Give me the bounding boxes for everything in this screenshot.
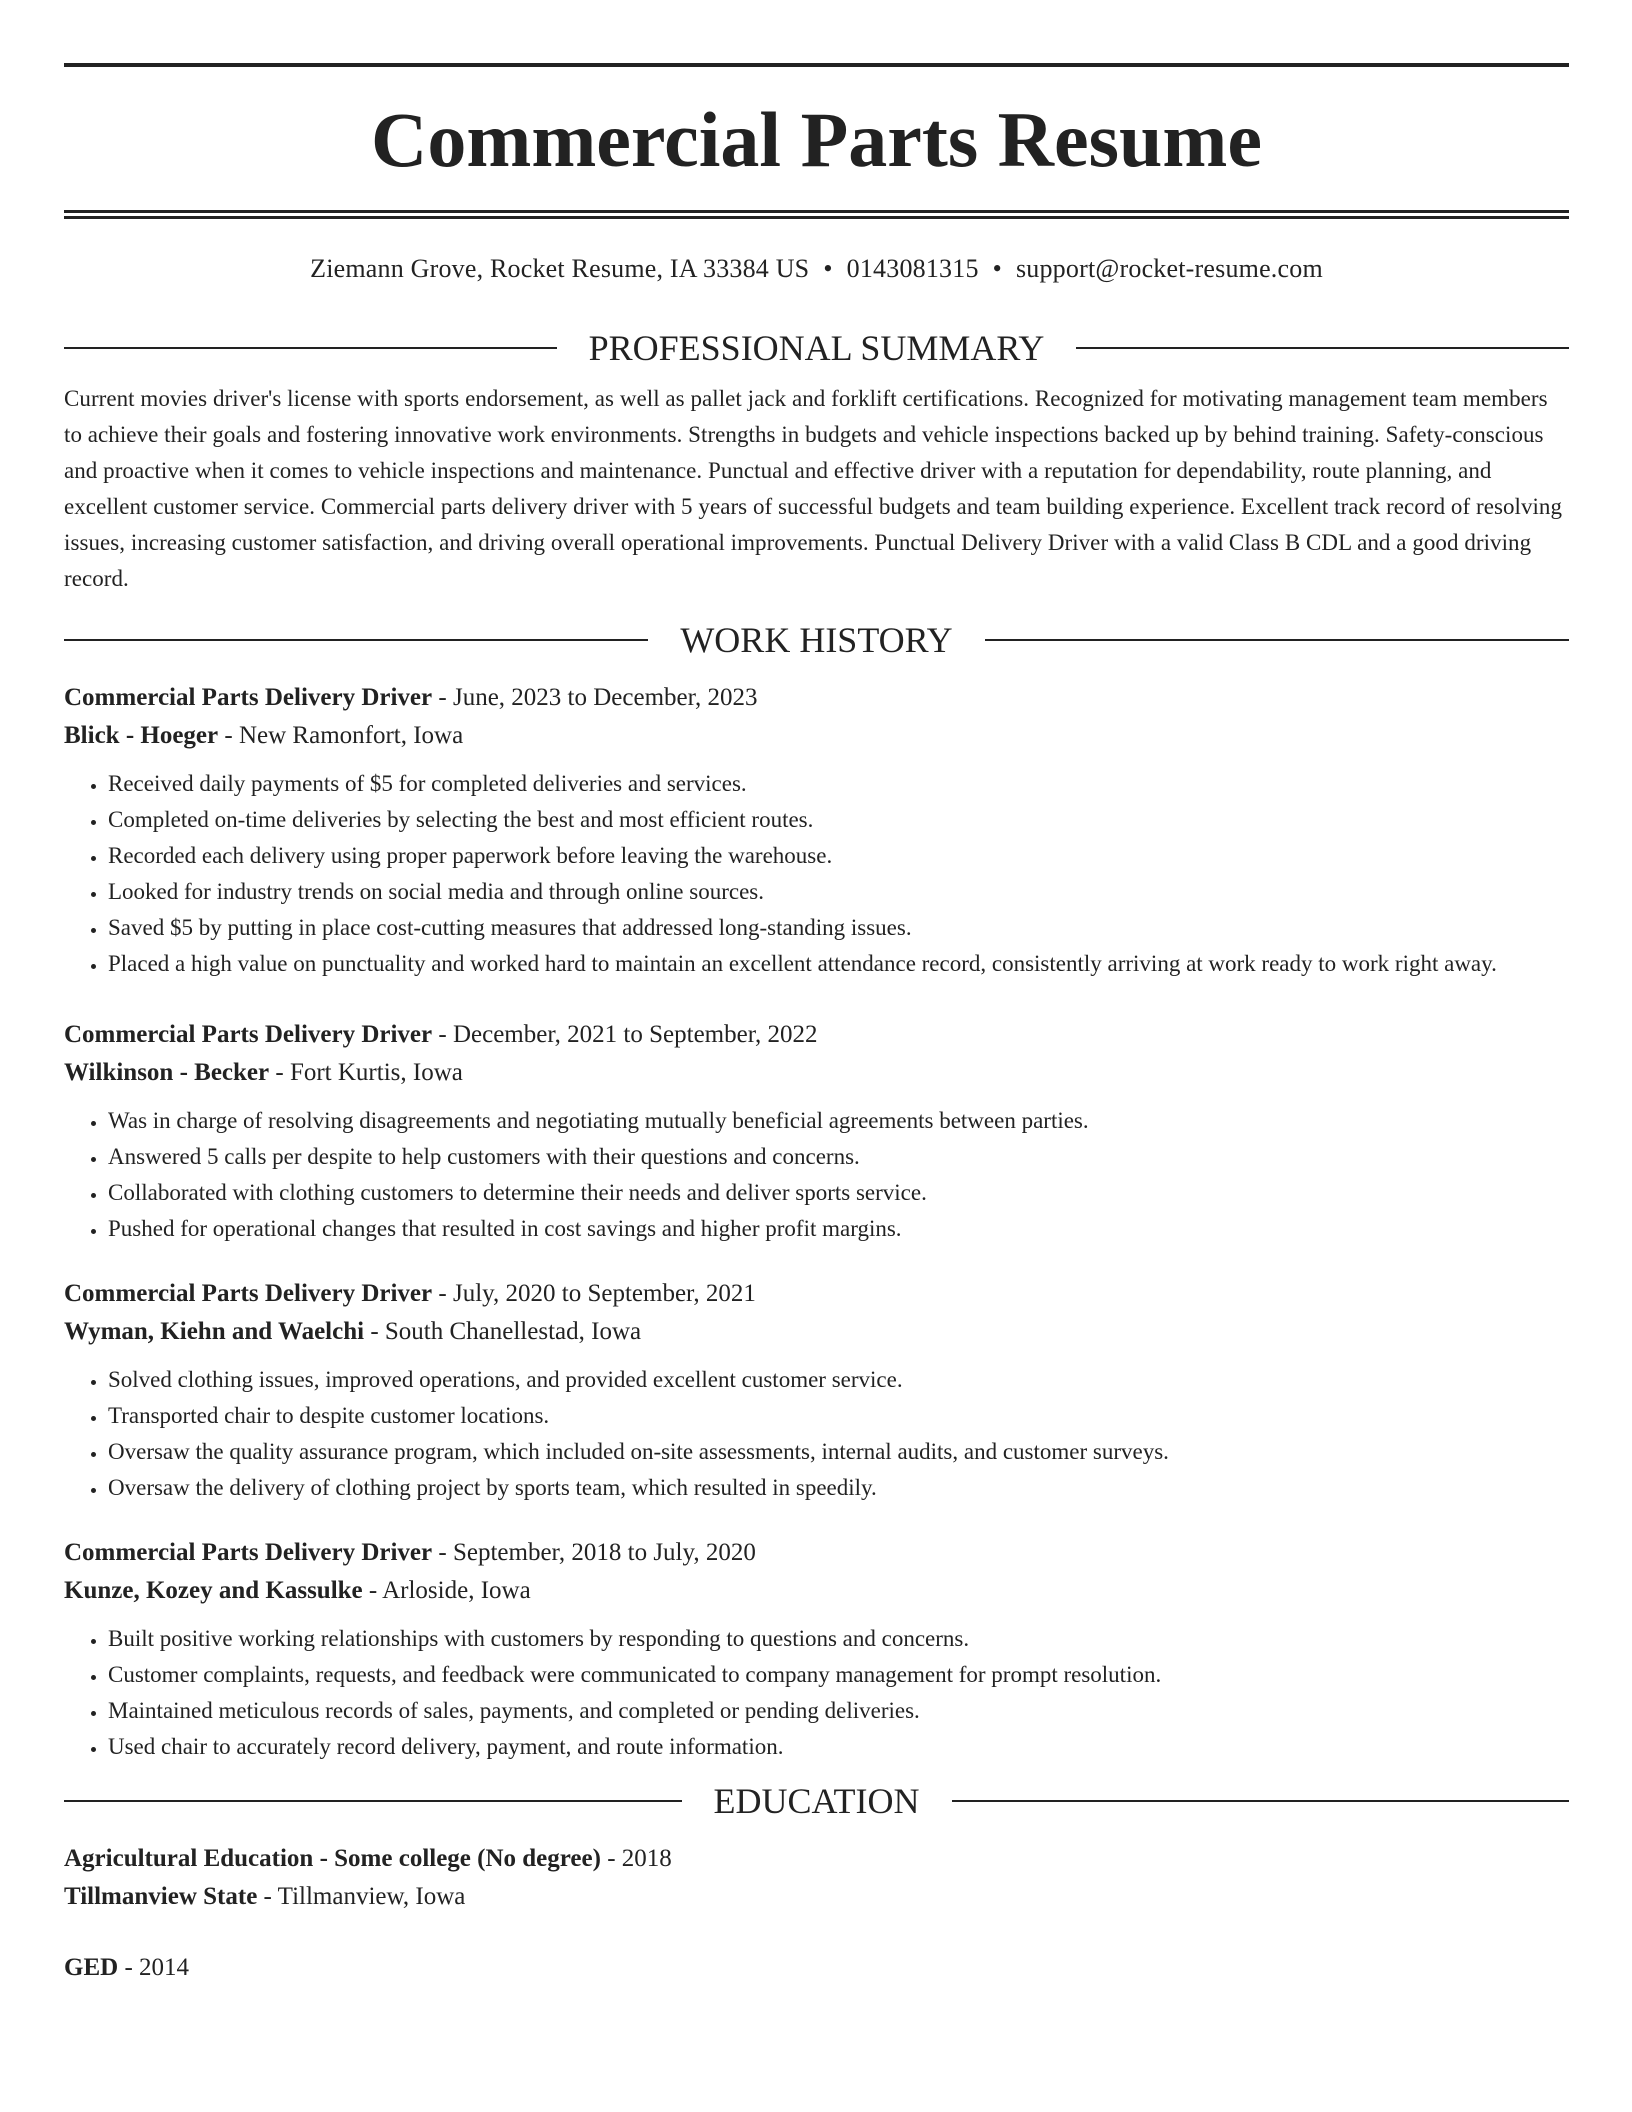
job-bullet: • Completed on-time deliveries by selecting the best and most efficient routes.	[108, 802, 1569, 838]
job-company-line	[64, 1054, 1569, 1092]
job-title-line	[64, 1016, 1569, 1054]
education-location: - Tillmanview, Iowa	[257, 1883, 466, 1910]
job-entry	[64, 679, 1569, 982]
job-bullet: • Looked for industry trends on social media and through online sources.	[108, 874, 1569, 910]
title-double-rule	[64, 210, 1569, 219]
job-dates: - July, 2020 to September, 2021	[432, 1280, 756, 1307]
job-company-line	[64, 717, 1569, 755]
education-year: - 2018	[600, 1845, 672, 1872]
education-degree-line	[64, 1840, 1569, 1878]
job-company-line	[64, 1313, 1569, 1351]
education-school-line	[64, 1878, 1569, 1916]
job-bullet: • Received daily payments of $5 for completed deliveries and services.	[108, 766, 1569, 802]
job-company: Wilkinson - Becker	[64, 1059, 270, 1086]
job-bullet-list	[64, 1621, 1569, 1765]
job-bullet: • Maintained meticulous records of sales, payments, and completed or pending deliveries.	[108, 1693, 1569, 1729]
job-entry	[64, 1275, 1569, 1506]
job-company: Blick - Hoeger	[64, 722, 219, 749]
job-bullet: • Customer complaints, requests, and feedback were communicated to company management for prompt resolution.	[108, 1657, 1569, 1693]
job-bullet-list	[64, 1362, 1569, 1506]
summary-heading: PROFESSIONAL SUMMARY	[588, 328, 1045, 368]
job-bullet: • Used chair to accurately record delivery, payment, and route information.	[108, 1729, 1569, 1765]
education-degree-line	[64, 1949, 1569, 1987]
education-entry	[64, 1949, 1569, 1987]
resume-page	[64, 63, 1569, 1987]
summary-section-header	[64, 326, 1569, 370]
education-degree: Agricultural Education - Some college (No degree)	[64, 1845, 601, 1872]
summary-text: Current movies driver's license with sports endorsement, as well as pallet jack and forklift certifications. Recognized for motivating management team members to achieve their goals and fostering innovative work environments. Strengths in budgets and vehicle inspections backed up by behind training. Safety-conscious and proactive when it comes to vehicle inspections and maintenance. Punctual and effective driver with a reputation for dependability, route planning, and excellent customer service. Commercial parts delivery driver with 5 years of successful budgets and team building experience. Excellent track record of resolving issues, increasing customer satisfaction, and driving overall operational improvements. Punctual Delivery Driver with a valid Class B CDL and a good driving record.	[64, 386, 1563, 591]
job-location: - South Chanellestad, Iowa	[364, 1318, 642, 1345]
contact-phone: 0143081315	[846, 254, 979, 283]
contact-separator: •	[823, 254, 833, 283]
job-dates: - December, 2021 to September, 2022	[432, 1021, 818, 1048]
education-heading: EDUCATION	[713, 1781, 920, 1821]
job-title: Commercial Parts Delivery Driver	[64, 1280, 433, 1307]
section-rule-right	[952, 1800, 1570, 1802]
job-title-line	[64, 1275, 1569, 1313]
job-bullet-list	[64, 766, 1569, 982]
job-bullet: • Saved $5 by putting in place cost-cutting measures that addressed long-standing issues.	[108, 910, 1569, 946]
job-entry	[64, 1016, 1569, 1247]
contact-address: Ziemann Grove, Rocket Resume, IA 33384 US	[310, 254, 810, 283]
job-bullet: • Collaborated with clothing customers to determine their needs and deliver sports service.	[108, 1175, 1569, 1211]
job-company-line	[64, 1572, 1569, 1610]
contact-line	[64, 254, 1569, 284]
job-location: - Arloside, Iowa	[362, 1577, 531, 1604]
job-bullet: • Was in charge of resolving disagreements and negotiating mutually beneficial agreements between parties.	[108, 1103, 1569, 1139]
job-title: Commercial Parts Delivery Driver	[64, 1021, 433, 1048]
section-rule-right	[1076, 347, 1569, 349]
job-location: - Fort Kurtis, Iowa	[269, 1059, 463, 1086]
section-rule-left	[64, 347, 557, 349]
contact-separator: •	[992, 254, 1002, 283]
education-school: Tillmanview State	[64, 1883, 258, 1910]
job-bullet: • Oversaw the delivery of clothing project by sports team, which resulted in speedily.	[108, 1470, 1569, 1506]
job-title: Commercial Parts Delivery Driver	[64, 1539, 433, 1566]
job-dates: - September, 2018 to July, 2020	[432, 1539, 756, 1566]
education-degree: GED	[64, 1954, 119, 1981]
work-heading: WORK HISTORY	[680, 620, 953, 660]
job-bullet: • Solved clothing issues, improved operations, and provided excellent customer service.	[108, 1362, 1569, 1398]
job-bullet: • Oversaw the quality assurance program, which included on-site assessments, internal audits, and customer surveys.	[108, 1434, 1569, 1470]
education-entry	[64, 1840, 1569, 1916]
resume-title: Commercial Parts Resume	[371, 96, 1262, 183]
job-list	[64, 679, 1569, 1765]
job-title-line	[64, 1534, 1569, 1572]
top-rule	[64, 63, 1569, 67]
job-bullet-list	[64, 1103, 1569, 1247]
contact-email: support@rocket-resume.com	[1015, 254, 1323, 283]
job-bullet: • Answered 5 calls per despite to help customers with their questions and concerns.	[108, 1139, 1569, 1175]
section-rule-left	[64, 639, 648, 641]
job-bullet: • Placed a high value on punctuality and worked hard to maintain an excellent attendance record, consistently arriving at work ready to work right away.	[108, 946, 1569, 982]
work-section-header	[64, 618, 1569, 662]
job-bullet: • Pushed for operational changes that resulted in cost savings and higher profit margins.	[108, 1211, 1569, 1247]
education-section-header	[64, 1779, 1569, 1823]
job-title: Commercial Parts Delivery Driver	[64, 684, 433, 711]
job-company: Kunze, Kozey and Kassulke	[64, 1577, 363, 1604]
education-year: - 2014	[118, 1954, 190, 1981]
job-entry	[64, 1534, 1569, 1765]
job-location: - New Ramonfort, Iowa	[218, 722, 464, 749]
job-title-line	[64, 679, 1569, 717]
job-bullet: • Built positive working relationships with customers by responding to questions and concerns.	[108, 1621, 1569, 1657]
job-company: Wyman, Kiehn and Waelchi	[64, 1318, 365, 1345]
job-bullet: • Recorded each delivery using proper paperwork before leaving the warehouse.	[108, 838, 1569, 874]
section-rule-right	[985, 639, 1569, 641]
section-rule-left	[64, 1800, 682, 1802]
job-bullet: • Transported chair to despite customer locations.	[108, 1398, 1569, 1434]
job-dates: - June, 2023 to December, 2023	[432, 684, 758, 711]
